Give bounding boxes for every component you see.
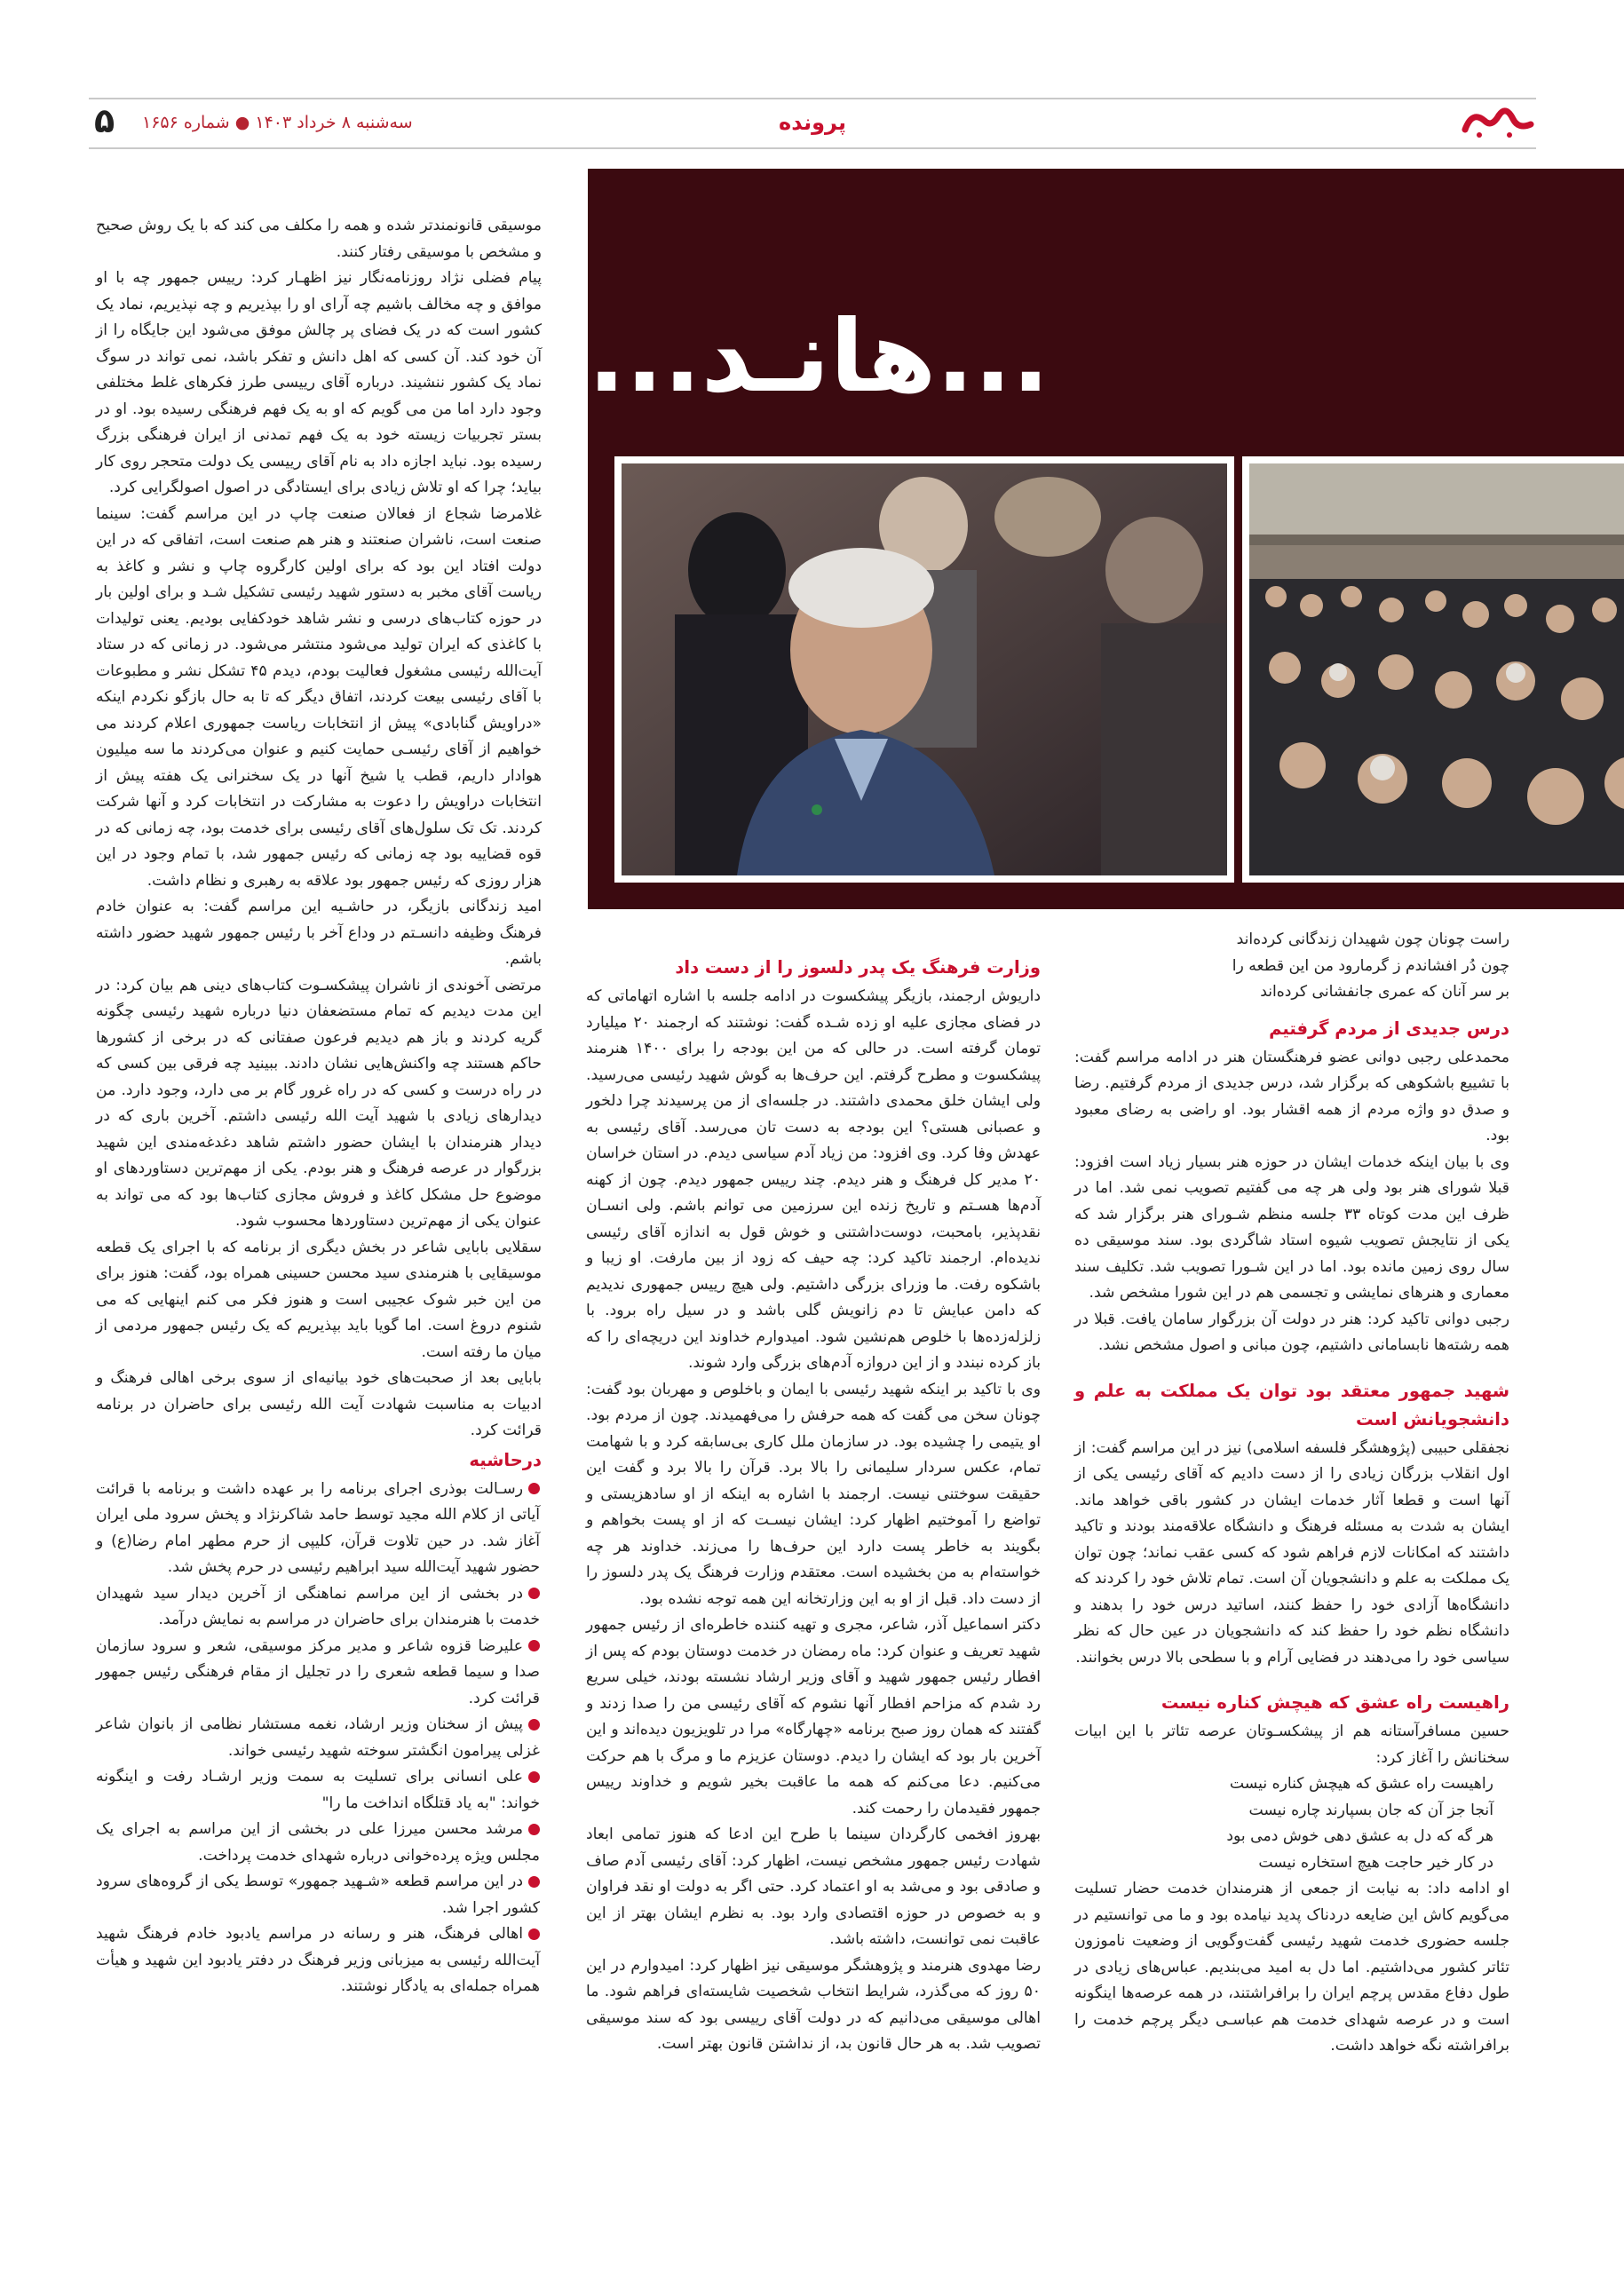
paragraph: داریوش ارجمند، بازیگر پیشکسوت در ادامه جلسه با اشاره اتهاماتی که در فضای مجازی علیه او زده شـده گفت: نوشتند که ارجمند ۲۰ میلیارد تومان گرفته است. در حالی که من این بودجه را برای ۱۴۰۰ هنرمند پیشکسوت و مطرح گرفتم. این حرف‌ها به گوش شهید رئیسی می‌رسید. ولی ایشان خلق محمدی داشتند. در جلسه‌ای از من پرسیدند چرا دلخور و عصبانی هستی؟ این بودجه به دست تان می‌رسد. آقای رئیسی به عهدش وفا کرد. وی افزود: من زیاد آدم سیاسی دیدم. در استان خراسان ۲۰ مدیر کل فرهنگ و هنر دیدم. چند رییس جمهور دیدم. چون از کهنه آدم‌ها هسـتم و تاریخ زنده این سرزمین می توانم باشم. ولی انسـان نقدپذیر، بامحبت، دوست‌داشتنی و خوش قول به اندازه آقای رئیسی ندیده‌ام. ارجمند تاکید کرد: چه حیف که زود از بین مارفت. او زیبا و باشکوه رفت. ما وزرای بزرگی داشتیم. ولی هیچ رییس جمهوری ندیدیم که دامن عبایش تا دم زانویش گلی باشد و در سیل راه برود. با زلزله‌زده‌ها با خلوص هم‌نشین شود. امیدوارم خداوند این دریچه‌ای را که باز کرده نبندد و از این دروازه آدم‌های بزرگی وارد شوند.	[586, 987, 1041, 1372]
issue-date: سه‌شنبه ۸ خرداد ۱۴۰۳ ● شماره ۱۶۵۶	[142, 113, 413, 132]
subheading: درس جدیدی از مردم گرفتیم	[1269, 1018, 1509, 1039]
bullet-dot-icon	[528, 1483, 540, 1494]
paragraph: حسین مسافرآستانه هم از پیشکسـوتان عرصه تئاتر با این ابیات سخنانش را آغاز کرد:	[1074, 1723, 1509, 1767]
portrait-photo	[614, 456, 1234, 883]
hero-headline: ...هانـد...	[588, 307, 1050, 407]
paragraph: سقلایی بابایی شاعر در بخش دیگری از برنامه که با اجرای یک قطعه موسیقایی با هنرمندی سید محسن حسینی همراه بود، گفت: هنوز برای من این خبر شوک عجیبی است و هنوز فکر می کنم اینهایی که می شنوم دروغ است. اما گویا باید بپذیریم که یک رئیس جمهور مردمی از میان ما رفته است.	[96, 1238, 542, 1361]
paragraph: موسیقی قانونمندتر شده و همه را مکلف می کند که با یک روش صحیح و مشخص با موسیقی رفتار کنند.	[96, 217, 542, 261]
sidebar-bullet: رسـالت بوذری اجرای برنامه را بر عهده داشت و برنامه با قرائت آیاتی از کلام الله مجید توسط حامد شاکرنژاد و پخش سرود ملی ایران آغاز شد. در حین تلاوت قرآن، کلیپی از حرم مطهر امام رضا(ع) و حضور شهید آیت‌الله سید ابراهیم رئیسی در حرم پخش شد.	[96, 1479, 540, 1576]
paragraph: مرتضی آخوندی از ناشران پیشکسـوت کتاب‌های دینی هم بیان کرد: در این مدت دیدیم که تمام مستضعفان دنیا درباره شهید رئیسی چگونه گریه کردند و باز هم دیدیم فرعون صفتانی که در برخی از کشورها حاکم هستند چه واکنش‌هایی نشان دادند. ببینید چه فرقی بین کسی که در راه درست و کسی که در راه غرور گام بر می دارد، وجود دارد. من دیدارهای زیادی با شهید آیت الله رئیسی داشتم. آخرین باری که در دیدار هنرمندان با ایشان حضور داشتم شاهد دغدغه‌مندی این شهید بزرگوار در عرصه فرهنگ و هنر بودم. یکی از مهم‌ترین دستاوردهای او موضوع حل مشکل کاغذ و فروش مجازی کتاب‌ها بود که می تواند به عنوان یکی از مهم‌ترین دستاوردها محسوب شود.	[96, 976, 542, 1230]
sidebar-bullet: علی انسانی برای تسلیت به سمت وزیر ارشـاد رفت و اینگونه خواند: "به یاد قتلگاه انداخت ما را"	[96, 1768, 540, 1812]
sidebar-bullet: در این مراسم قطعه «شـهید جمهور» توسط یکی از گروه‌های سرود کشور اجرا شد.	[96, 1873, 540, 1917]
crowd-photo-image	[1249, 463, 1624, 875]
section-title: پرونده	[779, 110, 846, 135]
poem-line: راست چونان چون شهیدان زندگانی کرده‌اند	[1236, 931, 1509, 948]
page-header	[89, 98, 1536, 151]
paragraph: امید زندگانی بازیگر، در حاشـیه این مراسم گفت: به عنوان خادم فرهنگ وظیفه دانسـتم در وداع آخر با رئیس جمهور شهید حضور داشته باشم.	[96, 898, 542, 968]
paragraph: رجبی دوانی تاکید کرد: هنر در دولت آن بزرگوار سامان یافت. قبلا در همه رشته‌ها نابسامانی داشتیم، چون مبانی و اصول مشخص نشد.	[1074, 1310, 1509, 1354]
subheading: شهید جمهور معتقد بود توان یک مملکت به علم و دانشجویانش است	[1074, 1380, 1509, 1430]
subheading: وزارت فرهنگ یک پدر دلسوز را از دست داد	[675, 957, 1041, 978]
paragraph: وی با بیان اینکه خدمات ایشان در حوزه هنر بسیار زیاد است افزود: قبلا شورای هنر بود ولی هر چه می گفتیم تصویب نمی شد. اما در ظرف این مدت کوتاه ۳۳ جلسه منظم شـورای هنر برگزار شد که یکی از نتایجش تصویب شیوه استاد شاگردی بود. سند موسیقی ده سال روی زمین مانده بود. اما در این شـورا تصویب شد. تکلیف سند معماری و هنرهای نمایشی و تجسمی هم در این شورا مشخص شد.	[1074, 1152, 1509, 1302]
paragraph: بابایی بعد از صحبت‌های خود بیانیه‌ای از سوی برخی اهالی فرهنگ و ادبیات به مناسبت شهادت آیت الله رئیسی برای حاضران در برنامه قرائت کرد.	[96, 1369, 542, 1439]
paragraph: پیام فضلی نژاد روزنامه‌نگار نیز اظهـار کرد: رییس جمهور چه با او موافق و چه مخالف باشیم چه آرای او را بپذیریم و چه نپذیریم، نماد یک کشور است که در یک فضای پر چالش موفق می‌شود این جایگاه را از آن خود کند. آن کسی که اهل دانش و تفکر باشد، نمی تواند در سوگ نماد یک کشور ننشیند. درباره آقای رییسی طرز فکرهای غلط مختلفی وجود دارد اما من می گویم که او به یک فهم فرهنگی رسیده بود. او در بستر تجربیات زیسته خود به یک فهم تمدنی از ایران فرهنگی بزرگ رسیده بود. نباید اجازه داد به نام آقای رییسی یک دولت متحجر روی کار بیاید؛ چرا که او تلاش زیادی برای ایستادگی در اصول اصولگرایی کرد.	[96, 269, 542, 496]
header-top-rule	[89, 98, 1536, 99]
hero-banner	[588, 169, 1624, 909]
article-column-right	[1074, 927, 1509, 2060]
article-column-left	[96, 213, 542, 2000]
opening-poem	[1074, 927, 1509, 1006]
portrait-photo-image	[622, 463, 1227, 875]
paragraph: رضا مهدوی هنرمند و پژوهشگر موسیقی نیز اظهار کرد: امیدوارم در این ۵۰ روز که می‌گذرد، شرایط انتخاب شخصیت شایسته‌ای فراهم شود. ما اهالی موسیقی می‌دانیم که در دولت آقای رییسی بود که سند موسیقی تصویب شد. به هر حال قانون بد، از نداشتن قانون بهتر است.	[586, 1956, 1041, 2053]
bullet-dot-icon	[528, 1928, 540, 1940]
poem-block	[1074, 1771, 1509, 1876]
poem-line: چون دُر افشاندم ز گرمارود من این قطعه را	[1232, 956, 1509, 975]
poem-line: در کار خیر حاجت هیچ استخاره نیست	[1258, 1853, 1493, 1872]
paragraph: او ادامه داد: به نیابت از جمعی از هنرمندان خدمت حضار تسلیت می‌گویم کاش این ضایعه دردناک پدید نیامده بود و ما می توانستیم در جلسه حضوری خدمت شهید رئیسی گفت‌وگویی از وضعیت ناموزون تئاتر کشور می‌داشتیم. اما دل به امید می‌بندیم. عباس‌های زیادی در طول دفاع مقدس پرچم ایران را برافراشتند، در همه عرصه‌ها اینگونه است و در عرصه شهدای خدمت هم عباسـی دیگر پرچم خدمت را برافراشته نگه خواهد داشت.	[1074, 1880, 1509, 2055]
paragraph: محمدعلی رجبی دوانی عضو فرهنگستان هنر در ادامه مراسم گفت: با تشییع باشکوهی که برگزار شد، درس جدیدی از مردم گرفتیم. رضا و صدق دو واژه مردم از همه اقشار بود. او راضی به رضای معبود بود.	[1074, 1048, 1509, 1144]
bullet-dot-icon	[528, 1588, 540, 1599]
article-column-middle	[586, 954, 1041, 2058]
sidebar-bullet: اهالی فرهنگ، هنر و رسانه در مراسم یادبود خادم فرهنگ شهید آیت‌الله رئیسی به میزبانی وزیر فرهنگ در دفتر یادبود این شهید و هیأت همراه جمله‌ای به یادگار نوشتند.	[96, 1925, 540, 1995]
sidebar-bullet: در بخشی از این مراسم نماهنگی از آخرین دیدار سید شهیدان خدمت با هنرمندان برای حاضران در مراسم به نمایش درآمد.	[96, 1584, 540, 1628]
header-bottom-rule	[89, 147, 1536, 149]
paragraph: نجفقلی حبیبی (پژوهشگر فلسفه اسلامی) نیز در این مراسم گفت: از اول انقلاب بزرگان زیادی را از دست دادیم که آقای رئیسی یکی از آنها است و قطعا آثار خدمات ایشان در کشور باقی خواهد ماند. ایشان به شدت به مسئله فرهنگ و دانشگاه علاقه‌مند بودند و تاکید داشتند که امکانات لازم فراهم شود که کسی عقب نماند؛ چون توان یک مملکت به علم و دانشجویان آن است. تمام تلاش خود را کردند که دانشگاه‌ها آزادی خود را حفظ کنند، اساتید درس خود را بدهند و دانشگاه نظم خود را حفظ کند که دانشجویان در عین حال که نظر سیاسی خود را می‌دهند در فضایی آرام و با سطحی بالا درس بخوانند.	[1074, 1438, 1509, 1667]
bullet-dot-icon	[528, 1824, 540, 1835]
sidebar-bullet: مرشد محسن میرزا علی در بخشی از این مراسم به اجرای یک مجلس ویژه پرده‌خوانی درباره شهدای خدمت پرداخت.	[96, 1820, 540, 1865]
page-number: ۵	[94, 101, 115, 140]
bullet-dot-icon	[528, 1876, 540, 1888]
poem-line: راهیست راه عشق که هیچش کناره نیست	[1229, 1775, 1493, 1793]
subheading: راهیست راه عشق که هیچش کناره نیست	[1161, 1692, 1509, 1713]
paragraph: دکتر اسماعیل آذر، شاعر، مجری و تهیه کننده خاطره‌ای از رئیس جمهور شهید تعریف و عنوان کرد: ماه رمضان در خدمت دوستان بودم که پس از افطار رئیس جمهور شهید و آقای وزیر ارشاد نشسته بودند، خیلی سریع رد شدم که مزاحم افطار آنها نشوم که آقای رئیسی من را صدا زدند و گفتند که همان روز صبح برنامه «چهارگاه» مرا در تلویزیون دیده‌اند و این آخرین بار بود که ایشان را دیدم. دوستان عزیزم ما و مرگ با هم حرکت می‌کنیم. دعا می‌کنم که همه ما عاقبت بخیر شویم و خداوند رییس جمهور فقیدمان را رحمت کند.	[586, 1616, 1041, 1818]
poem-line: هر گه که دل به عشق دهی خوش دمی بود	[1226, 1827, 1493, 1845]
poem-line: بر سر آنان که عمری جانفشانی کرده‌اند	[1260, 983, 1509, 1001]
bullet-dot-icon	[528, 1771, 540, 1783]
paragraph: غلامرضا شجاع از فعالان صنعت چاپ در این مراسم گفت: سینما صنعت است، ناشران صنعتند و هنر هم صنعت است، اتفاقی که در این دولت افتاد این بود که برای اولین کارگروه چاپ و نشر و کاغذ به ریاست آقای مخبر به دستور شهید رئیسی تشکیل شـد و برای اولین بار در حوزه کتاب‌های درسی و نشر شاهد خودکفایی بودیم. یعنی تولیدات با کاغذی که ایران تولید می‌شود منتشر می‌شود. در زمانی که در ستاد آیت‌الله رئیسی مشغول فعالیت بودم، دیدم ۴۵ تشکل نشر و مطبوعات با آقای رئیسی بیعت کردند، اتفاق دیگر که تا به حال بازگو نکردم اینکه «دراویش گنابادی» پیش از انتخابات ریاست جمهوری اعلام کردند می خواهیم از آقای رئیسـی حمایت کنیم و عنوان می‌کردند ما سه میلیون هوادار داریم، قطب یا شیخ آنها در یک سخنرانی یک هفته پیش از انتخابات دراویش را دعوت به مشارکت در انتخابات کرد و آنها شرکت کردند. تک تک سلول‌های آقای رئیسی برای خدمت بود، چه زمانی که در قوه قضاییه بود چه زمانی که رئیس جمهور شد، با تمام وجود در این هزار روزی که رئیس جمهور بود علاقه به رهبری و نظام داشت.	[96, 504, 542, 890]
crowd-photo	[1242, 456, 1624, 883]
bullet-dot-icon	[528, 1719, 540, 1730]
paragraph: وی با تاکید بر اینکه شهید رئیسی با ایمان و باخلوص و مهربان بود گفت: چونان سخن می گفت که همه حرفش را می‌فهمیدند. چون از مردم بود. او یتیمی را چشیده بود. در سازمان ملل کاری بی‌سابقه کرد و با شهامت تمام، عکس سردار سلیمانی را بالا برد. قرآن را بالا برد و گفت این حقیقت سوختنی نیست. ارجمند با اشاره به اینکه از او سادهزیستی و تواضع را آموختیم اظهار کرد: ایشان نیسـت که از او پست بخواهم و بگویند به خاطر پست دارد این حرف‌ها را می‌زند. خداوند هر چه خواسته‌ام به من بخشیده است. معتقدم وزارت فرهنگ یک پدر دلسوز را از دست داد. قبل از او به این وزارتخانه این همه توجه نشده بود.	[586, 1380, 1041, 1608]
poem-line: آنجا جز آن که جان بسپارند چاره نیست	[1248, 1801, 1493, 1819]
paragraph: بهروز افخمی کارگردان سینما با طرح این ادعا که هنوز تمامی ابعاد شهادت رئیس جمهور مشخص نیست، اظهار کرد: آقای رئیسی آدم صاف و صادقی بود و می‌شد به او اعتماد کرد. حتی اگر به دولت او نقد فراوان و به خصوص در حوزه اقتصادی وارد بود. به نظرم ایشان بهتر از این عاقبت نمی توانست، داشته باشد.	[586, 1826, 1041, 1948]
sidebar-bullet: علیرضا قزوه شاعر و مدیر مرکز موسیقی، شعر و سرود سازمان صدا و سیما قطعه شعری را در تجلیل از مقام فرهنگی رئیس جمهور قرائت کرد.	[96, 1636, 540, 1707]
sidebar-heading: درحاشیه	[469, 1449, 542, 1470]
sidebar-bullet: پیش از سخنان وزیر ارشاد، نغمه مستشار نظامی از بانوان شاعر غزلی پیرامون انگشتر سوخته شهید رئیسی خواند.	[96, 1715, 540, 1760]
bullet-dot-icon	[528, 1640, 540, 1651]
